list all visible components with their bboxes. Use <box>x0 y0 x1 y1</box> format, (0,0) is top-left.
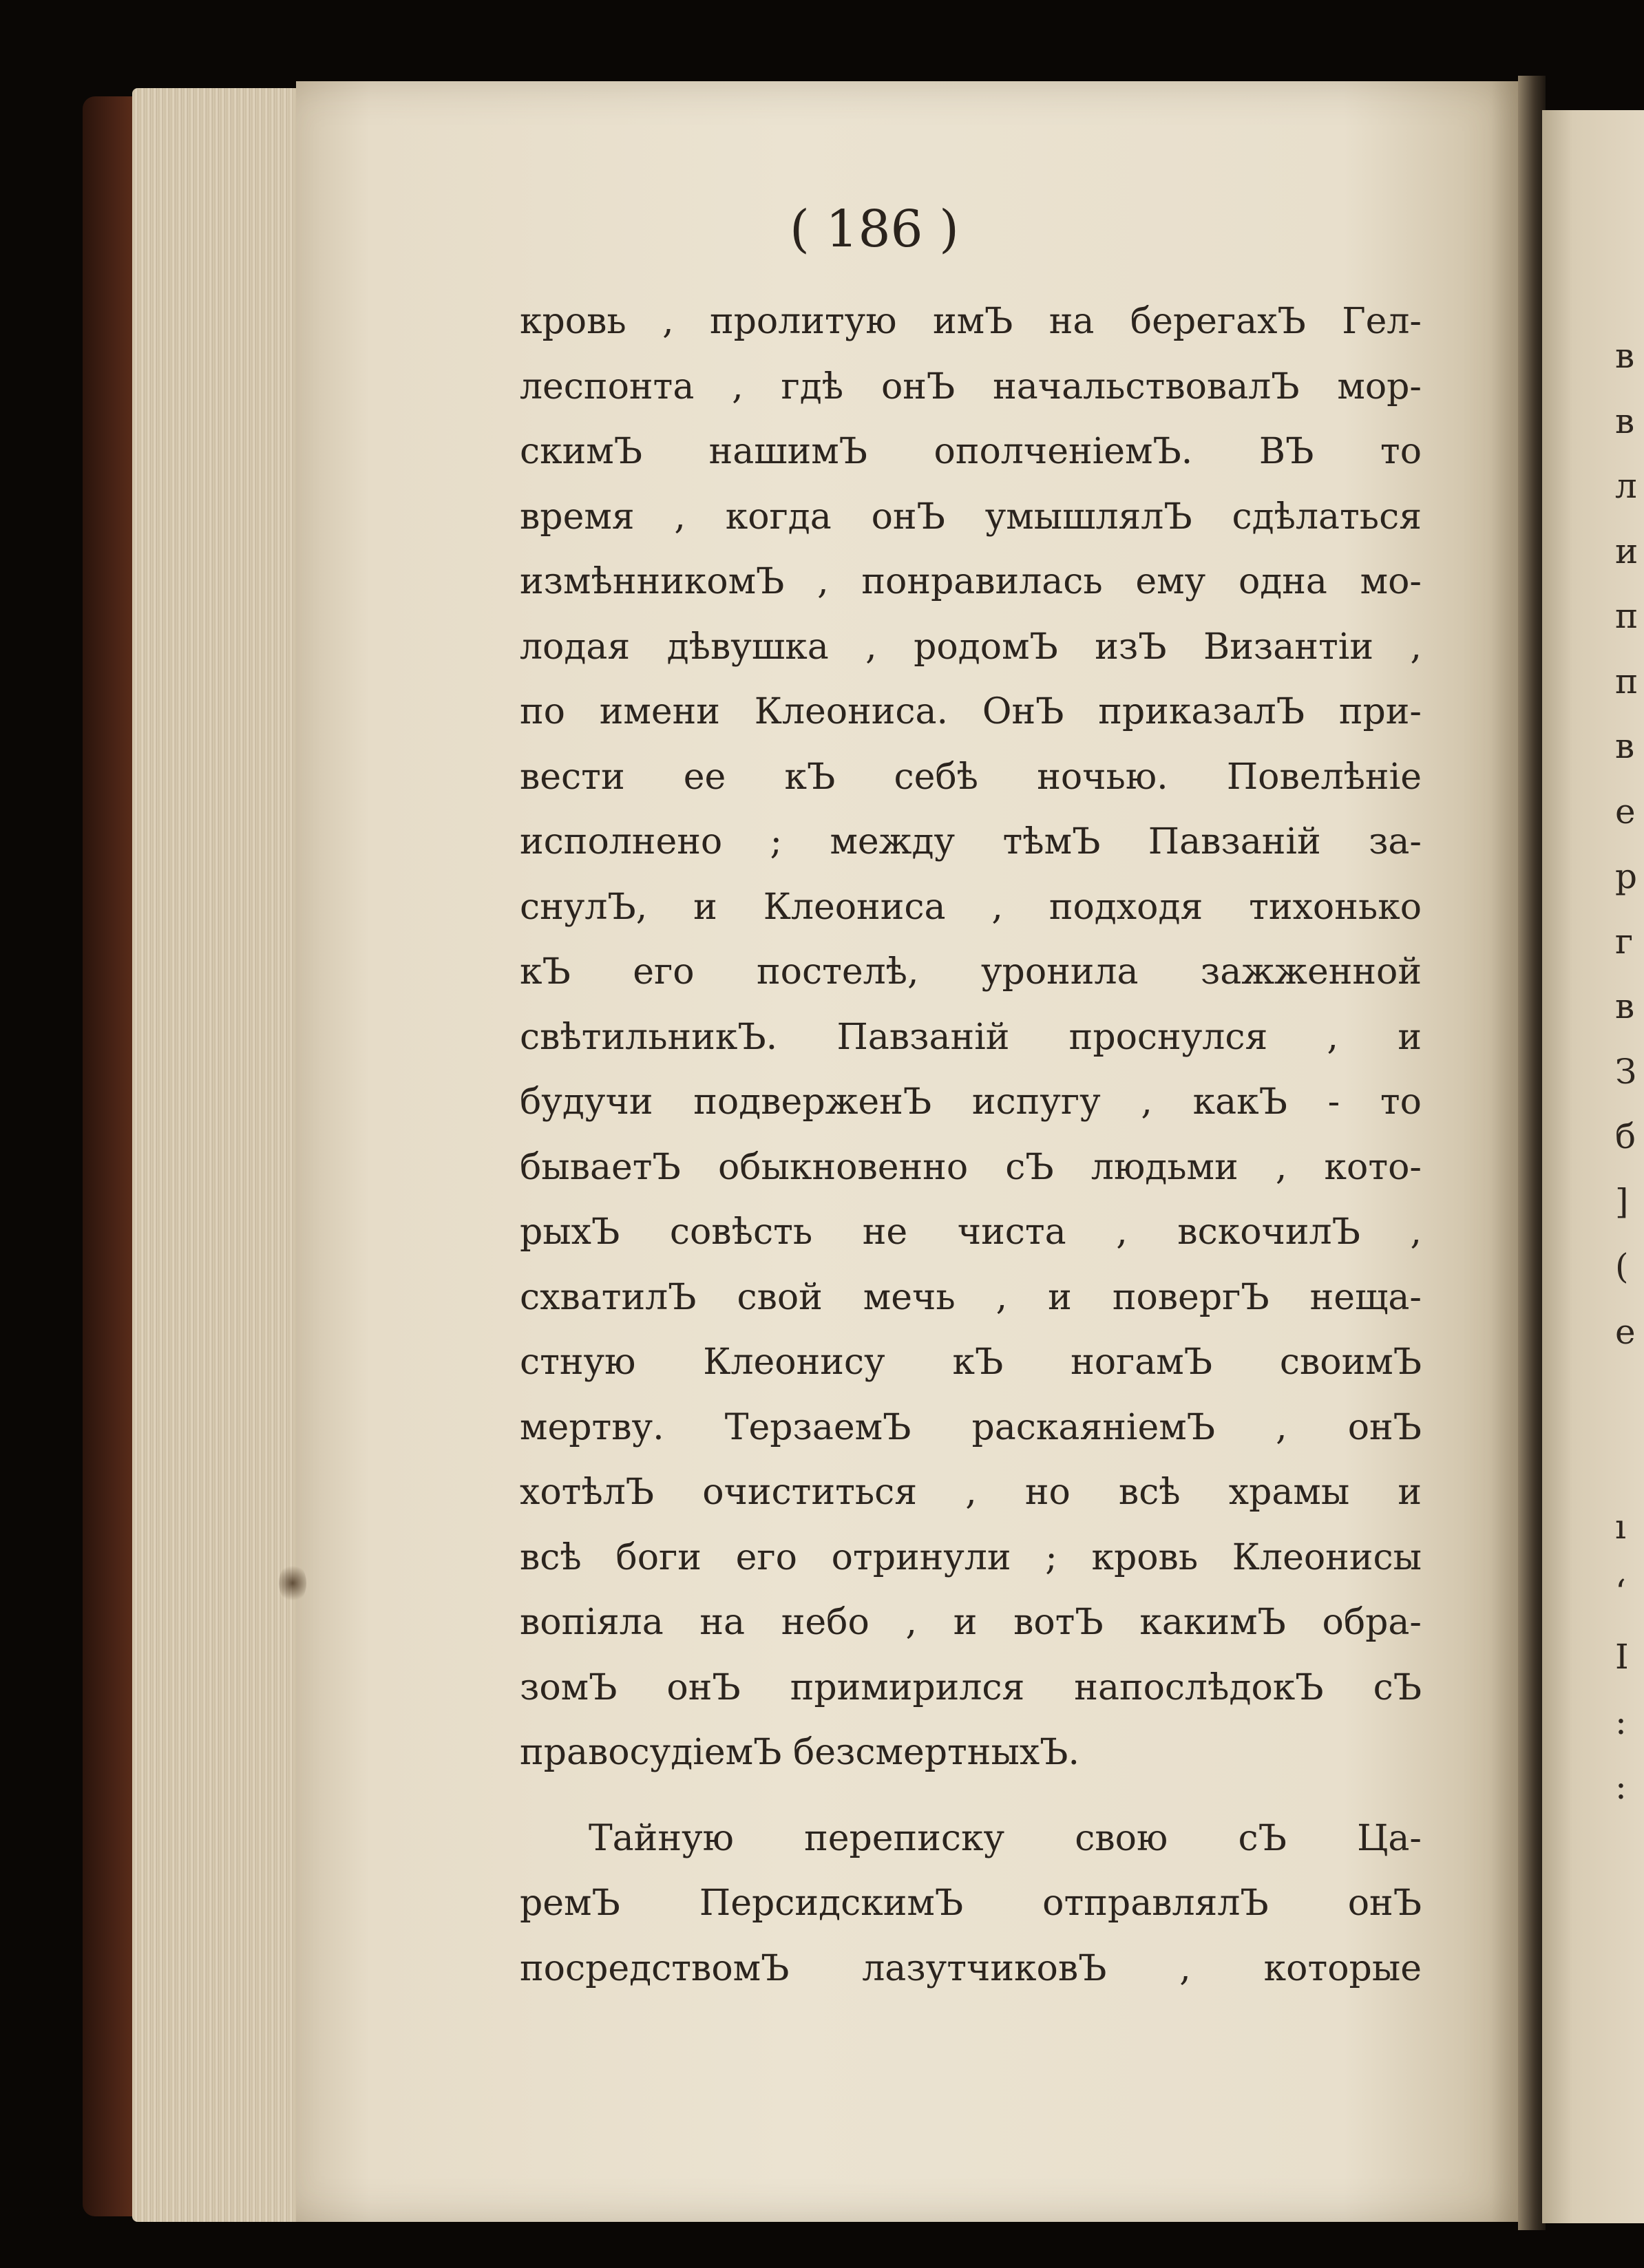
facing-letter: I <box>1615 1637 1629 1677</box>
text-line: измѣнникомЪ , понравилась ему одна мо- <box>520 561 1422 602</box>
facing-letter: ı <box>1615 1507 1626 1547</box>
text-line: время , когда онЪ умышлялЪ сдѣлаться <box>520 496 1422 538</box>
text-line: всѣ боги его отринули ; кровь Клеонисы <box>520 1536 1422 1578</box>
text-line: исполнено ; между тѣмЪ Павзаній за- <box>520 821 1422 862</box>
facing-letter: г <box>1615 921 1634 962</box>
facing-letter: б <box>1615 1116 1636 1156</box>
text-line: зомЪ онЪ примирился напослѣдокЪ сЪ <box>520 1666 1422 1708</box>
text-line: вести ее кЪ себѣ ночью. Повелѣніе <box>520 756 1422 798</box>
facing-letter: ʻ <box>1615 1571 1626 1612</box>
text-line: ремЪ ПерсидскимЪ отправлялЪ онЪ <box>520 1883 1422 1924</box>
text-line: бываетЪ обыкновенно сЪ людьми , кото- <box>520 1146 1422 1188</box>
text-line: леспонта , гдѣ онЪ начальствовалЪ мор- <box>520 365 1422 407</box>
text-line: посредствомЪ лазутчиковЪ , которые <box>520 1947 1422 1989</box>
page-stain <box>279 1562 306 1604</box>
facing-letter: е <box>1615 1311 1636 1352</box>
text-line: хотѣлЪ очиститься , но всѣ храмы и <box>520 1472 1422 1513</box>
text-line: вопіяла на небо , и вотЪ какимЪ обра- <box>520 1602 1422 1643</box>
facing-letter: п <box>1615 661 1638 701</box>
text-line: скимЪ нашимЪ ополченіемЪ. ВЪ то <box>520 431 1422 472</box>
text-line: рыхЪ совѣсть не чиста , вскочилЪ , <box>520 1211 1422 1253</box>
facing-letter: в <box>1615 336 1635 376</box>
page-number: ( 186 ) <box>789 200 960 259</box>
facing-letter: : <box>1615 1767 1627 1807</box>
page-text <box>520 289 1422 2001</box>
facing-letter: в <box>1615 401 1635 441</box>
facing-letter: в <box>1615 726 1635 766</box>
facing-page-text <box>1615 324 1644 1820</box>
text-line: лодая дѣвушка , родомЪ изЪ Византіи , <box>520 626 1422 668</box>
text-line: кровь , пролитую имЪ на берегахЪ Гел- <box>520 301 1422 342</box>
text-line: свѣтильникЪ. Павзаній проснулся , и <box>520 1016 1422 1058</box>
facing-letter: р <box>1615 856 1638 896</box>
text-line: снулЪ, и Клеониса , подходя тихонько <box>520 886 1422 928</box>
text-line: мертву. ТерзаемЪ раскаяніемЪ , онЪ <box>520 1406 1422 1448</box>
facing-letter: З <box>1615 1051 1637 1092</box>
text-line: правосудіемЪ безсмертныхЪ. <box>520 1732 1080 1773</box>
facing-letter: ] <box>1615 1181 1629 1222</box>
text-line: схватилЪ свой мечь , и повергЪ неща- <box>520 1276 1422 1318</box>
facing-letter: л <box>1615 466 1637 506</box>
book-gutter <box>1518 76 1546 2230</box>
text-line: стную Клеонису кЪ ногамЪ своимЪ <box>520 1342 1422 1383</box>
text-line: кЪ его постелѣ, уронила зажженной <box>520 951 1422 993</box>
facing-letter: и <box>1615 531 1638 571</box>
facing-letter <box>1615 1430 1644 1495</box>
text-line: Тайную переписку свою сЪ Ца- <box>589 1817 1422 1859</box>
text-line: будучи подверженЪ испугу , какЪ - то <box>520 1081 1422 1123</box>
facing-letter: ( <box>1615 1247 1629 1286</box>
facing-letter <box>1615 1364 1644 1430</box>
facing-letter: е <box>1615 791 1636 831</box>
facing-letter: : <box>1615 1702 1627 1742</box>
facing-letter: п <box>1615 596 1638 636</box>
facing-letter: в <box>1615 986 1635 1026</box>
text-line: по имени Клеониса. ОнЪ приказалЪ при- <box>520 691 1422 732</box>
